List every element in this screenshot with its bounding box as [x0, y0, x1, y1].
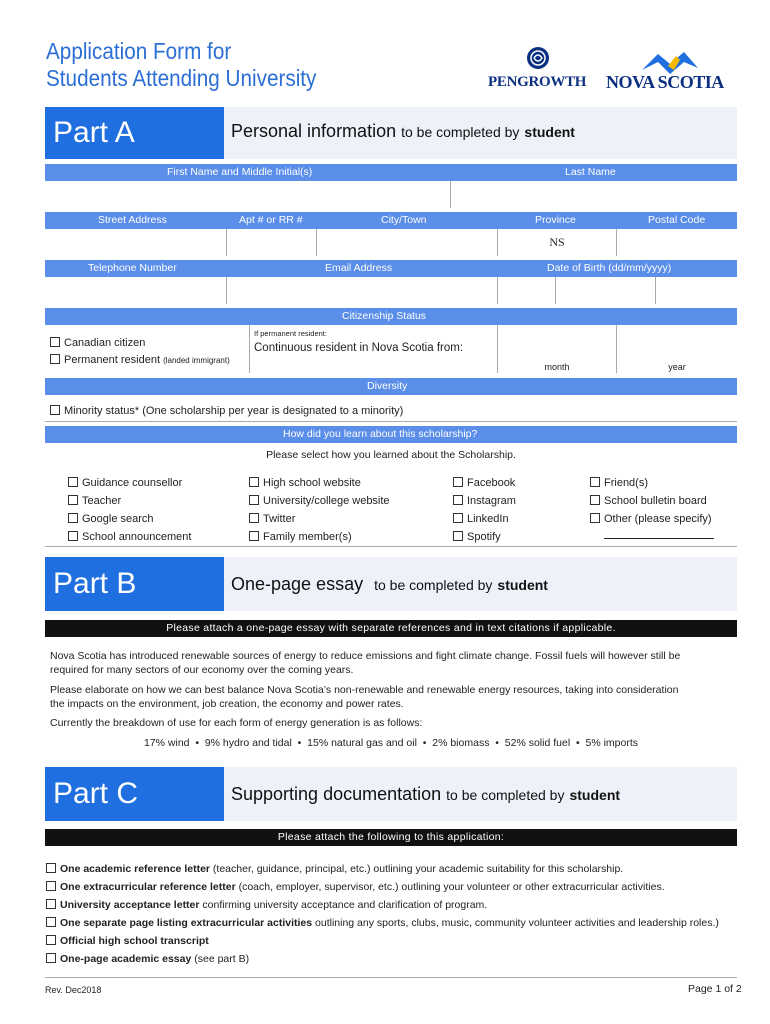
learn-column-3: [453, 474, 516, 546]
postal-input[interactable]: [617, 229, 737, 256]
part-c-header: [45, 767, 737, 821]
documentation-item[interactable]: [46, 860, 719, 878]
month-input[interactable]: [498, 325, 616, 361]
learn-column-4: [590, 474, 712, 528]
documentation-item-bold: One extracurricular reference letter: [60, 881, 236, 893]
canadian-citizen-checkbox[interactable]: [50, 337, 60, 347]
part-c-label: Part C: [45, 767, 224, 821]
year-label: year: [668, 362, 686, 372]
part-b-paragraph-1-line1: Nova Scotia has introduced renewable sources of energy to reduce emissions and fight climate change. Fossil fuels will however still be: [50, 650, 681, 662]
learn-checkbox[interactable]: [249, 531, 259, 541]
row2-divider-3: [497, 229, 498, 256]
documentation-item[interactable]: [46, 896, 719, 914]
name-header-bar: [45, 164, 737, 181]
learn-option[interactable]: [590, 474, 712, 492]
learn-option[interactable]: [249, 492, 390, 510]
part-a-label: Part A: [45, 107, 224, 159]
row2-divider-1: [226, 229, 227, 256]
part-b-title: [231, 574, 548, 595]
learn-checkbox[interactable]: [68, 495, 78, 505]
if-permanent-note: If permanent resident:: [254, 329, 327, 338]
learn-column-2: [249, 474, 390, 546]
continuous-resident-label: Continuous resident in Nova Scotia from:: [254, 342, 464, 354]
part-b-paragraph-2: [50, 683, 678, 711]
part-b-paragraph-3: Currently the breakdown of use for each form of energy generation is as follows:: [50, 717, 423, 729]
postal-label: Postal Code: [648, 214, 706, 226]
row1-divider: [450, 181, 451, 208]
learn-rule: [45, 546, 737, 547]
part-a-title-main: Personal information: [231, 121, 397, 141]
learn-checkbox[interactable]: [590, 513, 600, 523]
apt-label: Apt # or RR #: [239, 214, 303, 226]
phone-input[interactable]: [45, 277, 226, 304]
part-b-header: [45, 557, 737, 611]
learn-option[interactable]: [68, 510, 191, 528]
canadian-citizen-label: Canadian citizen: [64, 337, 146, 349]
street-input[interactable]: [45, 229, 226, 256]
citizenship-header-bar: [45, 308, 737, 325]
canadian-citizen-option[interactable]: [50, 337, 145, 349]
first-name-input[interactable]: [45, 181, 450, 208]
learn-option[interactable]: [249, 528, 390, 546]
part-b-paragraph-2-line1: Please elaborate on how we can best balance Nova Scotia’s non-renewable and renewable energy resources, taking into consideration: [50, 684, 679, 696]
learn-option[interactable]: [453, 492, 516, 510]
minority-status-label: Minority status* (One scholarship per year is designated to a minority): [64, 405, 404, 417]
email-label: Email Address: [325, 262, 393, 274]
learn-option[interactable]: [453, 528, 516, 546]
part-b-label: Part B: [45, 557, 224, 611]
phone-label: Telephone Number: [88, 262, 177, 274]
learn-option[interactable]: [453, 474, 516, 492]
documentation-item[interactable]: [46, 932, 719, 950]
part-c-instruction-bar: Please attach the following to this application:: [45, 829, 737, 846]
learn-option-label: University/college website: [263, 495, 390, 507]
part-c-title-who: student: [569, 787, 621, 803]
apt-input[interactable]: [227, 229, 316, 256]
learn-header: How did you learn about this scholarship?: [283, 428, 478, 440]
learn-checkbox[interactable]: [68, 477, 78, 487]
street-label: Street Address: [98, 214, 167, 226]
diversity-header-bar: [45, 378, 737, 395]
row3-divider-1: [226, 277, 227, 304]
footer-rule: [45, 977, 737, 978]
row3-divider-3: [555, 277, 556, 304]
documentation-checkbox[interactable]: [46, 863, 56, 873]
learn-option[interactable]: [590, 510, 712, 528]
learn-column-1: [68, 474, 191, 546]
part-a-header: [45, 107, 737, 159]
learn-option-label: Other (please specify): [604, 513, 712, 525]
part-a-title-who: student: [524, 124, 575, 140]
part-a-title: [231, 121, 575, 142]
citizenship-header: Citizenship Status: [342, 310, 427, 322]
part-b-title-main: One-page essay: [231, 574, 364, 594]
learn-header-bar: [45, 426, 737, 443]
minority-status-checkbox[interactable]: [50, 405, 60, 415]
permanent-resident-checkbox[interactable]: [50, 354, 60, 364]
part-b-paragraph-2-line2: the impacts on the environment, job creation, the economy and power rates.: [50, 698, 404, 710]
citizenship-divider: [249, 325, 250, 373]
row3-divider-2: [497, 277, 498, 304]
learn-option[interactable]: [249, 510, 390, 528]
part-c-title-sub: to be completed by: [446, 787, 565, 803]
learn-checkbox[interactable]: [453, 477, 463, 487]
learn-option-label: Spotify: [467, 531, 501, 543]
documentation-item[interactable]: [46, 950, 719, 968]
year-input[interactable]: [617, 325, 737, 361]
documentation-checkbox[interactable]: [46, 881, 56, 891]
revision-date: Rev. Dec2018: [45, 985, 102, 995]
dob-label: Date of Birth (dd/mm/yyyy): [547, 262, 672, 274]
learn-checkbox[interactable]: [68, 513, 78, 523]
learn-checkbox[interactable]: [249, 513, 259, 523]
learn-option[interactable]: [249, 474, 390, 492]
city-input[interactable]: [317, 229, 497, 256]
contact-header-bar: [45, 260, 737, 277]
permanent-resident-option[interactable]: [50, 354, 230, 366]
minority-status-option[interactable]: [50, 405, 403, 417]
learn-checkbox[interactable]: [453, 513, 463, 523]
documentation-list: [46, 860, 719, 968]
learn-option[interactable]: [68, 474, 191, 492]
documentation-item-rest: (coach, employer, supervisor, etc.) outlining your volunteer or other extracurricular activities.: [235, 881, 665, 893]
landed-immigrant-note: (landed immigrant): [163, 356, 230, 365]
documentation-item-bold: University acceptance letter: [60, 899, 200, 911]
form-title-line2: Students Attending University: [46, 65, 317, 91]
part-b-title-who: student: [497, 577, 548, 593]
dob-input[interactable]: [498, 277, 737, 304]
documentation-checkbox[interactable]: [46, 917, 56, 927]
learn-instruction: Please select how you learned about the Scholarship.: [266, 449, 516, 461]
province-value[interactable]: NS: [549, 235, 565, 249]
learn-option-label: Family member(s): [263, 531, 352, 543]
documentation-item-rest: outlining any sports, clubs, music, community volunteer activities and leadership roles.): [312, 917, 719, 929]
address-header-bar: [45, 212, 737, 229]
learn-checkbox[interactable]: [249, 495, 259, 505]
learn-option[interactable]: [68, 492, 191, 510]
learn-option-label: School announcement: [82, 531, 192, 543]
documentation-checkbox[interactable]: [46, 935, 56, 945]
learn-option-label: Google search: [82, 513, 154, 525]
form-title: [46, 38, 316, 92]
other-specify-input[interactable]: [604, 538, 714, 539]
learn-option-label: Guidance counsellor: [82, 477, 183, 489]
learn-option-label: Friend(s): [604, 477, 649, 489]
learn-option-label: High school website: [263, 477, 361, 489]
learn-option-label: LinkedIn: [467, 513, 509, 525]
first-name-label: First Name and Middle Initial(s): [167, 166, 313, 178]
part-b-title-sub: to be completed by: [374, 577, 493, 593]
energy-breakdown: 17% wind • 9% hydro and tidal • 15% natural gas and oil • 2% biomass • 52% solid fuel • 5% imports: [143, 737, 639, 749]
nova-scotia-logo-text: NOVA SCOTIA: [606, 72, 724, 92]
row3-divider-4: [655, 277, 656, 304]
documentation-item[interactable]: [46, 878, 719, 896]
part-a-title-sub: to be completed by: [401, 124, 520, 140]
learn-option[interactable]: [453, 510, 516, 528]
learn-checkbox[interactable]: [68, 531, 78, 541]
diversity-header: Diversity: [367, 380, 408, 392]
email-input[interactable]: [227, 277, 497, 304]
learn-checkbox[interactable]: [590, 495, 600, 505]
documentation-item-rest: (teacher, guidance, principal, etc.) outlining your academic suitability for this scholarship.: [210, 863, 624, 875]
permanent-resident-label: Permanent resident: [64, 354, 160, 366]
learn-checkbox[interactable]: [453, 495, 463, 505]
documentation-item-bold: One-page academic essay: [60, 953, 192, 965]
part-b-paragraph-1-line2: required for many sectors of our economy over the coming years.: [50, 664, 354, 676]
learn-option-label: Instagram: [467, 495, 516, 507]
learn-option[interactable]: [590, 492, 712, 510]
part-b-paragraph-1: [50, 649, 680, 677]
part-b-instruction-bar: Please attach a one-page essay with separate references and in text citations if applicable.: [45, 620, 737, 637]
form-title-line1: Application Form for: [46, 38, 232, 64]
part-c-title-main: Supporting documentation: [231, 784, 442, 804]
pengrowth-logo-icon: [526, 46, 550, 70]
learn-checkbox[interactable]: [590, 477, 600, 487]
learn-checkbox[interactable]: [453, 531, 463, 541]
pengrowth-logo-text: PENGROWTH: [488, 74, 587, 90]
province-label: Province: [535, 214, 576, 226]
row2-divider-4: [616, 229, 617, 256]
documentation-item-bold: One separate page listing extracurricular activities: [60, 917, 313, 929]
documentation-checkbox[interactable]: [46, 899, 56, 909]
month-label: month: [544, 362, 570, 372]
documentation-item-rest: confirming university acceptance and clarification of program.: [199, 899, 488, 911]
documentation-item-bold: One academic reference letter: [60, 863, 210, 875]
learn-option[interactable]: [68, 528, 191, 546]
learn-option-label: Teacher: [82, 495, 122, 507]
documentation-item-rest: (see part B): [191, 953, 250, 965]
page-number: Page 1 of 2: [688, 983, 742, 995]
documentation-item[interactable]: [46, 914, 719, 932]
learn-checkbox[interactable]: [249, 477, 259, 487]
part-c-title: [231, 784, 620, 805]
sponsor-logos: [488, 46, 740, 96]
city-label: City/Town: [381, 214, 427, 226]
learn-option-label: Twitter: [263, 513, 296, 525]
last-name-input[interactable]: [451, 181, 737, 208]
row2-divider-2: [316, 229, 317, 256]
diversity-rule: [45, 421, 737, 422]
last-name-label: Last Name: [565, 166, 616, 178]
documentation-checkbox[interactable]: [46, 953, 56, 963]
documentation-item-bold: Official high school transcript: [60, 935, 209, 947]
learn-option-label: School bulletin board: [604, 495, 707, 507]
learn-option-label: Facebook: [467, 477, 516, 489]
